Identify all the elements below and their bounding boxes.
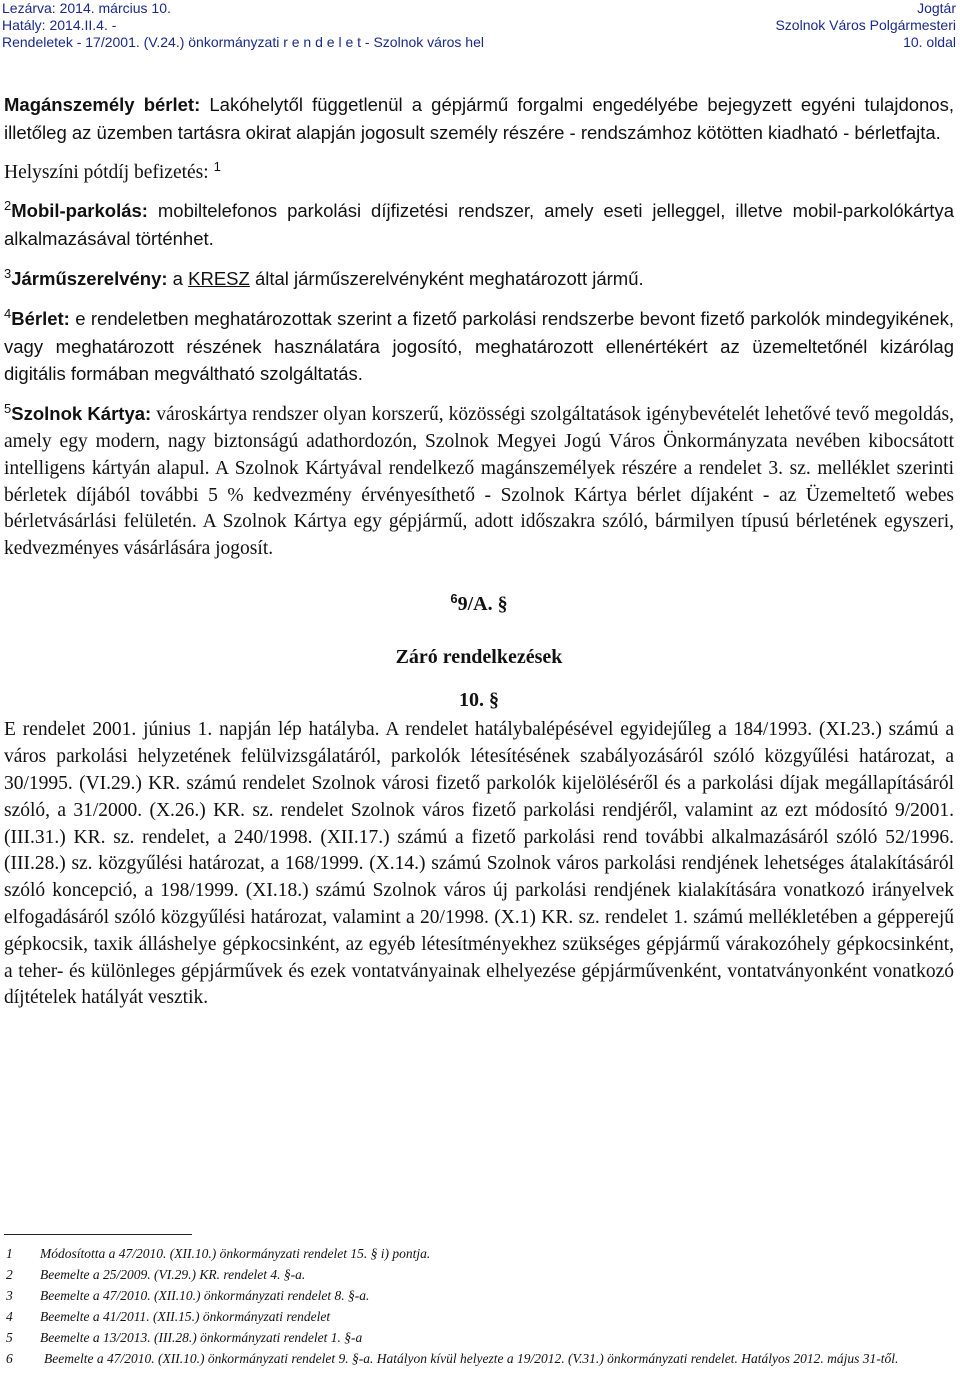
footnote-ref[interactable]: 6 <box>450 590 458 606</box>
footnote <box>4 1327 954 1348</box>
footnote-text: Beemelte a 25/2009. (VI.29.) KR. rendelet 4. §-a. <box>40 1267 306 1282</box>
footnote-divider <box>4 1234 192 1235</box>
header-page-number: 10. oldal <box>903 34 956 50</box>
footnote-text: Beemelte a 41/2011. (XII.15.) önkormányzati rendelet <box>40 1309 331 1324</box>
footnote-ref[interactable]: 5 <box>4 401 12 417</box>
footnote-number: 6 <box>6 1351 13 1366</box>
header-issuer: Szolnok Város Polgármesteri <box>775 17 956 33</box>
footnote <box>4 1306 954 1327</box>
definition-maganszemely-berlet <box>4 92 954 148</box>
footnote <box>4 1264 954 1285</box>
definition-text: Lakóhelytől függetlenül a gépjármű forgalmi engedélyébe bejegyzett egyéni tulajdonos, illetőleg az üzemben tartásra okirat alapján jogosult személy részére - rendszámhoz kötötten kiadható - bérletfajta. <box>4 94 954 143</box>
definition-text: mobiltelefonos parkolási díjfizetési rendszer, amely eseti jelleggel, illetve mobil-parkolókártya alkalmazásával történhet. <box>4 200 954 250</box>
header-source: Jogtár <box>917 0 956 16</box>
header-document-title: Rendeletek - 17/2001. (V.24.) önkormányzati r e n d e l e t - Szolnok város hel <box>2 34 484 50</box>
definition-berlet <box>4 306 954 389</box>
document-body <box>4 92 954 1012</box>
footnote-ref[interactable]: 1 <box>213 158 221 174</box>
kresz-link[interactable]: KRESZ <box>188 267 250 289</box>
definition-mobil-parkolas <box>4 198 954 254</box>
definition-text: városkártya rendszer olyan korszerű, közösségi szolgáltatások igénybevételét lehetővé tevő megoldás, amely egy modern, nagy biztonságú adathordozón, Szolnok Megyei Jogú Város Önkormányzata nevében kibocsátott intelligens kártyán alapul. A Szolnok Kártyával rendelkező magánszemélyek részére a rendelet 3. sz. melléklet szerinti bérletek díjából további 5 % kedvezmény érvényesíthető - Szolnok Kártya bérlet díjaként - az Üzemeltető webes bérletvásárlási felületén. A Szolnok Kártya egy gépjármű, adott időszakra szóló, bármilyen típusú bérletének egyszeri, kedvezményes vásárlására jogosít. <box>4 404 954 560</box>
definition-term: Magánszemély bérlet: <box>4 94 201 115</box>
footnote-text: Módosította a 47/2010. (XII.10.) önkormányzati rendelet 15. § i) pontja. <box>40 1246 431 1261</box>
header-left <box>2 0 484 51</box>
footnote-number: 2 <box>6 1267 13 1282</box>
definition-szolnok-kartya <box>4 401 954 563</box>
footnote-number: 1 <box>6 1246 13 1261</box>
footnote-ref[interactable]: 3 <box>4 265 12 281</box>
definition-jarmuszerelveny: $^3$Járműszerelvény: a KRESZ által járműszerelvényként meghatározott jármű. <box>4 265 644 289</box>
footnote <box>4 1348 954 1369</box>
definition-text: e rendeletben meghatározottak szerint a fizető parkolási rendszerbe bevont fizető parkolók mindegyikének, vagy meghatározott részének használatára jogosító, meghatározott ellenértékért az üzemeltetőnél kizárólag digitális formában megváltható szolgáltatás. <box>4 307 954 385</box>
definition-term: Helyszíni pótdíj befizetés: <box>4 161 209 183</box>
paragraph-10-heading: 10. § <box>459 688 499 711</box>
footnote-text: Beemelte a 47/2010. (XII.10.) önkormányzati rendelet 8. §-a. <box>40 1288 370 1303</box>
footnote-ref[interactable]: 4 <box>4 305 12 321</box>
header-right <box>775 0 956 51</box>
header-closed-date: Lezárva: 2014. március 10. <box>2 0 171 16</box>
definition-term: Szolnok Kártya: <box>11 403 152 425</box>
footnote <box>4 1285 954 1306</box>
paragraph-9a-heading: $^6$9/A. § <box>450 590 508 615</box>
definition-term: Járműszerelvény: <box>11 267 168 289</box>
footnote-number: 4 <box>6 1309 13 1324</box>
footnote-ref[interactable]: 2 <box>4 198 12 214</box>
definition-helyszini-potdij <box>4 160 954 187</box>
section-title: Záró rendelkezések <box>395 645 563 668</box>
footnote-text: Beemelte a 47/2010. (XII.10.) önkormányzati rendelet 9. §-a. Hatályon kívül helyezte a 19/2012. (V.31.) önkormányzati rendelet. Hatályos 2012. május 31-től. <box>44 1351 899 1366</box>
footnote-number: 5 <box>6 1330 13 1345</box>
definition-term: Bérlet: <box>11 307 70 329</box>
footnote <box>4 1243 954 1264</box>
final-provisions-text: E rendelet 2001. június 1. napján lép hatályba. A rendelet hatálybalépésével egyidejűleg a 184/1993. (XI.23.) számú a város parkolási helyzetének felülvizsgálatáról, parkolók létesítésének szabályozásáról szóló közgyűlési határozat, a 30/1995. (VI.29.) KR. számú rendelet Szolnok városi fizető parkolók kijelöléséről és a parkolási díjak megállapításáról szóló, a 31/2000. (X.26.) KR. sz. rendelet Szolnok város fizető parkolási rendjéről, valamint az ezt módosító 9/2001. (III.31.) KR. sz. rendelet, a 240/1998. (XII.17.) számú a fizető parkolási rend további alkalmazásáról szóló 52/1996. (III.28.) sz. közgyűlési határozat, a 168/1999. (X.14.) számú Szolnok város parkolási rendjének lehetséges átalakításáról szóló koncepció, a 198/1999. (XI.18.) számú Szolnok város új parkolási rendjének kialakítására vonatkozó irányelvek elfogadásáról szóló közgyűlési határozat, valamint a 20/1998. (X.1) KR. sz. rendelet 1. számú mellékletében a gépperejű gépkocsik, taxik álláshelye gépkocsinként, az egyéb létesítményekhez szükséges gépjármű várakozóhely gépkocsinként, a teher- és különleges gépjárművek és ezek vontatványainak elhelyezése gépjárművenként, vontatványonként vonatkozó díjtételek hatályát vesztik. <box>4 719 954 1009</box>
footnote-text: Beemelte a 13/2013. (III.28.) önkormányzati rendelet 1. §-a <box>40 1330 363 1345</box>
definition-term: Mobil-parkolás: <box>11 200 148 222</box>
footnote-number: 3 <box>6 1288 13 1303</box>
page-header <box>0 0 960 52</box>
footnotes <box>4 1243 954 1369</box>
header-effective-date: Hatály: 2014.II.4. - <box>2 17 117 33</box>
